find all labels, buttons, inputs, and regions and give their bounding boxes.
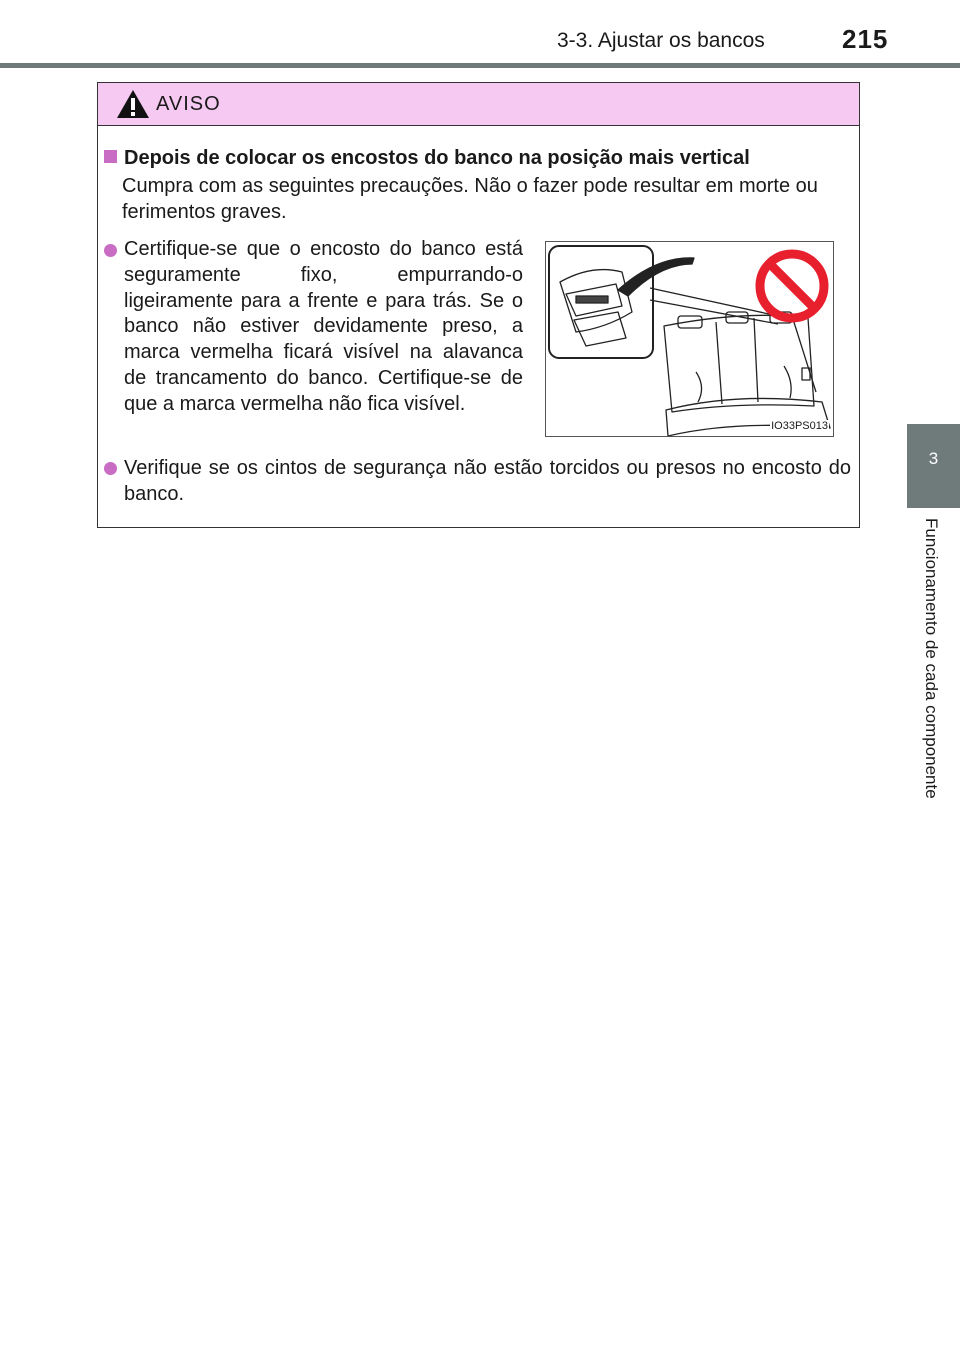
warning-heading (104, 145, 851, 171)
figure-code: IO33PS013 (771, 420, 828, 432)
warning-label: AVISO (156, 93, 221, 115)
warning-triangle-icon (116, 89, 150, 119)
warning-box (97, 82, 860, 528)
list-item-text: Certifique-se que o encosto do banco está seguramente fixo, empurrando-o ligeiramente para a frente e para trás. Se o banco não estiver devidamente preso, a marca vermelha ficará visível na alavanca de trancamento do banco. Certifique-se de que a marca vermelha não fica visível. (124, 238, 523, 415)
header-rule (0, 63, 960, 68)
round-bullet-icon (104, 244, 117, 257)
warning-intro: Cumpra com as seguintes precauções. Não o fazer pode resultar em morte ou ferimentos graves. (122, 175, 818, 223)
chapter-title: Funcionamento de cada componente (922, 518, 941, 799)
rear-seat-illustration (545, 241, 834, 437)
page-number: 215 (842, 24, 889, 54)
list-item-text: Verifique se os cintos de segurança não estão torcidos ou presos no encosto do banco. (124, 457, 851, 505)
warning-heading-text: Depois de colocar os encostos do banco na posição mais vertical (124, 147, 750, 169)
chapter-number: 3 (928, 449, 939, 468)
square-bullet-icon (104, 150, 117, 163)
warning-header (98, 83, 859, 126)
rear-seat-drawing (546, 242, 834, 437)
section-title: 3-3. Ajustar os bancos (557, 29, 765, 52)
round-bullet-icon (104, 462, 117, 475)
